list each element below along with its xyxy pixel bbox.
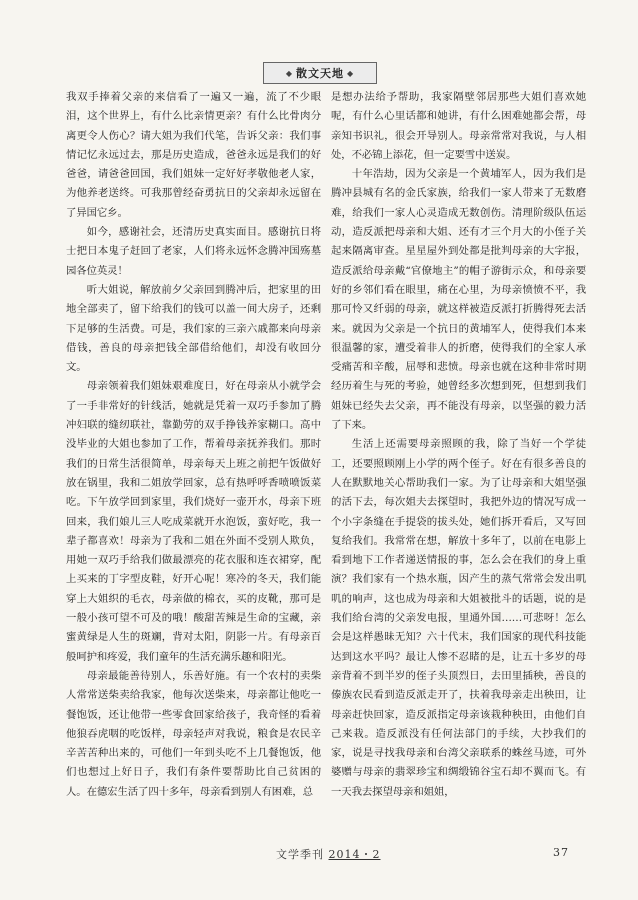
diamond-ornament-icon: ◆ — [285, 68, 293, 78]
paragraph: 我双手捧着父亲的来信看了一遍又一遍，流了不少眼泪，这个世界上，有什么比亲情更亲？有什么比骨肉分离更令人伤心？请大姐为我们代笔，告诉父亲：我们事情记忆永远过去，那是历史造成，爸爸永远是我们的好爸爸，请爸爸回国，我们姐妹一定好好孝敬他老人家，为他养老送终。可我那曾经奋勇抗日的父亲却永远留在了异国它乡。 — [66, 91, 321, 219]
paragraph: 母亲领着我们姐妹艰难度日，好在母亲从小就学会了一手非常好的针线活，她就是凭着一双巧手参加了腾冲妇联的缝纫联社，靠勤劳的双手挣钱养家糊口。高中没毕业的大姐也参加了工作，帮着母亲抚养我们。那时我们的日常生活很简单，母亲每天上班之前把午饭做好放在锅里，我和二姐放学回家，总有热呼呼香喷喷饭菜吃。下午放学回到家里，我们烧好一壶开水，母亲下班回来，我们娘儿三人吃成菜就开水泡饭，蛮好吃，我一辈子都喜欢！母亲为了我和二姐在外面不受别人欺负，用她一双巧手给我们做最漂亮的花衣服和连衣裙穿，配上买来的丁字型皮鞋，好开心呢！寒冷的冬天，我们能穿上大姐织的毛衣，母亲做的棉衣，买的皮靴，那可是一般小孩可望不可及的哦！酸甜苦辣是生命的宝藏，亲蜜黄绿是人生的斑斓，背对太阳，阴影一片。有母亲百般呵护和疼爱，我们童年的生活充满乐趣和阳光。 — [66, 380, 321, 663]
diamond-ornament-icon: ◆ — [347, 68, 355, 78]
paragraph: 母亲最能善待别人，乐善好施。有一个农村的卖柴人常常送柴卖给我家，他每次送柴来，母亲都让他吃一餐饱饭，还让他带一些零食回家给孩子，我奇怪的看着他狼吞虎咽的吃饭样，母亲轻声对我说，粮食是农民辛辛苦苦种出来的，可他们一年到头吃不上几餐饱饭，他们也想过上好日子，我们有条件要帮助比自己贫困的人。在德宏生活了四十多年，母亲看到别人有困难，总 — [66, 669, 321, 798]
paragraph: 是想办法给予帮助，我家隔壁邻居那些大姐们喜欢她呢，有什么心里话都和她讲，有什么困难她都会帮，母亲知书识礼，很会开导别人。母亲常常对我说，与人相处，不必锦上添花，但一定要雪中送炭。 — [331, 91, 586, 161]
right-text-column — [331, 88, 586, 833]
footer-journal-info — [276, 846, 381, 862]
paragraph: 听大姐说，解放前夕父亲回到腾冲后，把家里的田地全部卖了，留下给我们的钱可以盖一间大房子，还剩下足够的生活费。可是，我们家的三亲六戚都来向母亲借钱，善良的母亲把钱全部借给他们，却没有收回分文。 — [66, 283, 321, 374]
section-title: 散文天地 — [296, 67, 344, 80]
journal-name: 文学季刊 — [276, 848, 324, 861]
paragraph: 生活上还需要母亲照顾的我，除了当好一个学徒工，还要照顾刚上小学的两个侄子。好在有很多善良的人在默默地关心帮助我们一家。为了让母亲和大姐坚强的活下去，每次姐夫去探望时，我把外边的情况写成一个小字条缝在手提袋的拔头处，她们拆开看后，又写回复给我们。我常常在想，解放十多年了，以前在电影上看到地下工作者递送情报的事，怎么会在我们的身上重演？我们家有一个热水瓶，因产生的蒸气常常会发出叽叽的响声，这也成为母亲和大姐被批斗的话题，说的是我们给台湾的父亲发电报，里通外国……可悲呀！怎么会是这样愚昧无知？六十代末，我们国家的现代科技能达到这水平吗？最让人惨不忍睹的是，让五十多岁的母亲背着不到半岁的侄子头顶烈日，去田里插秧，善良的傣族农民看到造反派走开了，扶着我母亲走出秧田，让母亲赶快回家，造反派指定母亲该栽种秧田，由他们自己来栽。造反派没有任何法部门的手续，大抄我们的家，说是寻找我母亲和台湾父亲联系的蛛丝马迹，可外婆赠与母亲的翡翠珍宝和绸缎锦谷宝石却不翼而飞。有一天我去探望母亲和姐姐， — [331, 438, 586, 798]
paragraph: 十年浩劫，因为父亲是一个黄埔军人，因为我们是腾冲县城有名的金氏家族，给我们一家人带来了无数磨难，给我们一家人心灵造成无数创伤。清理阶级队伍运动，造反派把母亲和大姐、还有才三个月大的小侄子关起来隔离审查。星星屋外到处都是批判母亲的大字报，造反派给母亲戴“官僚地主”的帽子游街示众，和母亲要好的乡邻们看在眼里，痛在心里，为母亲愤愤不平，我那可怜又纤弱的母亲，就这样被造反派打折腾得死去活来。就因为父亲是一个抗日的黄埔军人，使得我们本来很温馨的家，遭受着非人的折磨，使得我们的全家人承受痛苦和辛酸，屈辱和悲愤。母亲也就在这种非常时期经历着生与死的考验，她曾经多次想到死，但想到我们姐妹已经失去父亲，再不能没有母亲，以坚强的毅力活了下来。 — [331, 168, 586, 432]
left-text-column — [66, 88, 321, 833]
section-title-banner — [263, 62, 377, 84]
page-number: 37 — [553, 846, 569, 859]
page-footer — [0, 846, 638, 862]
issue-number: 2014・2 — [328, 848, 381, 861]
paragraph: 如今，感谢社会，还清历史真实面目。感谢抗日将士把日本鬼子赶回了老家，人们将永远怀念腾冲国殇墓园各位英灵！ — [66, 226, 321, 277]
